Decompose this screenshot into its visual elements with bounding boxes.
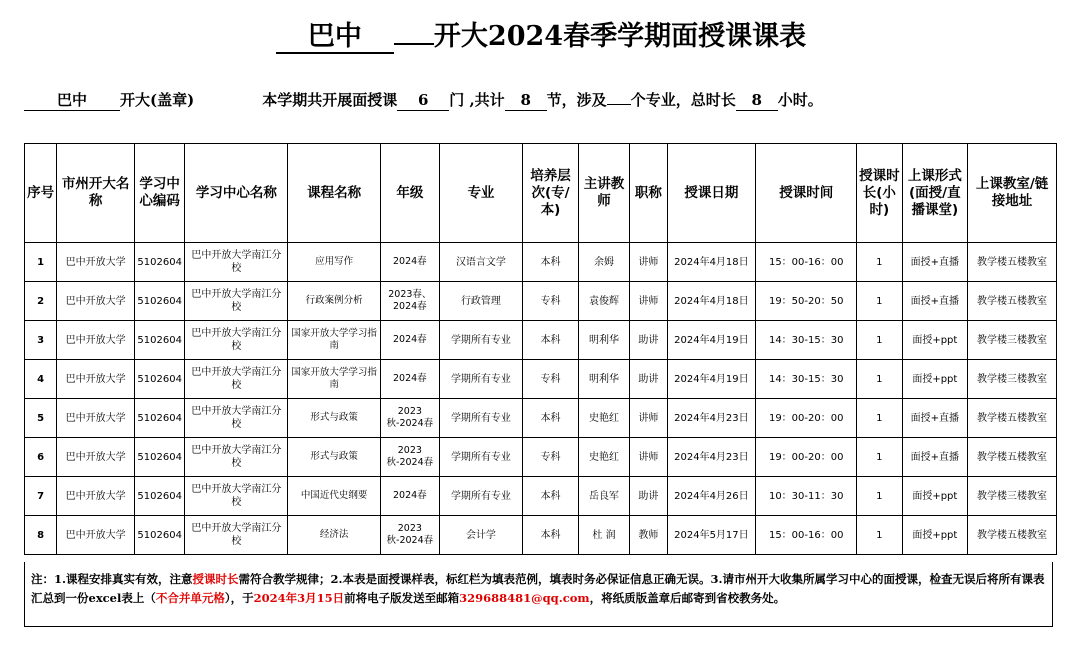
- unit-name-blank: 巴中: [24, 90, 120, 111]
- session-count-blank: 8: [505, 90, 547, 111]
- hours-cell: 1: [857, 243, 902, 282]
- code-cell: 5102604: [134, 360, 184, 399]
- level-cell: 本科: [523, 477, 578, 516]
- major-count-blank: [607, 104, 631, 105]
- col-header: 课程名称: [288, 144, 381, 243]
- form-cell: 面授+ppt: [902, 360, 968, 399]
- major-cell: 汉语言文学: [439, 243, 523, 282]
- major-cell: 学期所有专业: [439, 438, 523, 477]
- center-cell: 巴中开放大学南江分校: [185, 477, 288, 516]
- col-header: 年级: [381, 144, 440, 243]
- seq-cell: 4: [25, 360, 57, 399]
- city-cell: 巴中开放大学: [57, 321, 135, 360]
- room-cell: 教学楼三楼教室: [968, 321, 1057, 360]
- grade-cell: 2024春: [381, 321, 440, 360]
- col-header: 专业: [439, 144, 523, 243]
- course-cell: 国家开放大学学习指南: [288, 360, 381, 399]
- col-header: 上课形式(面授/直播课堂): [902, 144, 968, 243]
- form-cell: 面授+ppt: [902, 477, 968, 516]
- schedule-table: [24, 143, 1057, 555]
- summary-text-5: 小时。: [777, 91, 823, 109]
- time-cell: 15：00-16：00: [756, 516, 857, 555]
- form-cell: 面授+直播: [902, 399, 968, 438]
- grade-cell: 2023秋-2024春: [381, 399, 440, 438]
- hours-cell: 1: [857, 399, 902, 438]
- time-cell: 19：00-20：00: [756, 399, 857, 438]
- rank-cell: 助讲: [630, 360, 667, 399]
- rank-cell: 讲师: [630, 399, 667, 438]
- title-city-blank: 巴中: [276, 22, 394, 54]
- col-header: 授课时间: [756, 144, 857, 243]
- note-highlight: 不合并单元格: [155, 591, 225, 605]
- room-cell: 教学楼五楼教室: [968, 282, 1057, 321]
- hours-cell: 1: [857, 282, 902, 321]
- form-cell: 面授+直播: [902, 282, 968, 321]
- rank-cell: 助讲: [630, 321, 667, 360]
- col-header: 培养层次(专/本): [523, 144, 578, 243]
- col-header: 主讲教师: [578, 144, 629, 243]
- note-text: ），于: [224, 591, 254, 605]
- col-header: 序号: [25, 144, 57, 243]
- time-cell: 15：00-16：00: [756, 243, 857, 282]
- hours-cell: 1: [857, 360, 902, 399]
- major-cell: 会计学: [439, 516, 523, 555]
- center-cell: 巴中开放大学南江分校: [185, 282, 288, 321]
- level-cell: 本科: [523, 321, 578, 360]
- total-hours-blank: 8: [736, 90, 778, 111]
- center-cell: 巴中开放大学南江分校: [185, 360, 288, 399]
- table-row: [25, 477, 1057, 516]
- teacher-cell: 余姆: [578, 243, 629, 282]
- code-cell: 5102604: [134, 438, 184, 477]
- center-cell: 巴中开放大学南江分校: [185, 243, 288, 282]
- city-cell: 巴中开放大学: [57, 477, 135, 516]
- course-cell: 国家开放大学学习指南: [288, 321, 381, 360]
- center-cell: 巴中开放大学南江分校: [185, 321, 288, 360]
- hours-cell: 1: [857, 477, 902, 516]
- city-cell: 巴中开放大学: [57, 243, 135, 282]
- course-cell: 中国近代史纲要: [288, 477, 381, 516]
- teacher-cell: 史艳红: [578, 438, 629, 477]
- teacher-cell: 明利华: [578, 321, 629, 360]
- time-cell: 14：30-15：30: [756, 321, 857, 360]
- grade-cell: 2024春: [381, 477, 440, 516]
- summary-text-1: 本学期共开展面授课: [262, 91, 398, 109]
- seq-cell: 7: [25, 477, 57, 516]
- date-cell: 2024年4月23日: [667, 438, 756, 477]
- level-cell: 本科: [523, 243, 578, 282]
- form-cell: 面授+直播: [902, 243, 968, 282]
- room-cell: 教学楼五楼教室: [968, 243, 1057, 282]
- seq-cell: 1: [25, 243, 57, 282]
- teacher-cell: 杜 润: [578, 516, 629, 555]
- city-cell: 巴中开放大学: [57, 516, 135, 555]
- table-row: [25, 360, 1057, 399]
- course-cell: 应用写作: [288, 243, 381, 282]
- form-cell: 面授+ppt: [902, 516, 968, 555]
- room-cell: 教学楼五楼教室: [968, 399, 1057, 438]
- date-cell: 2024年4月23日: [667, 399, 756, 438]
- table-body: [25, 243, 1057, 555]
- city-cell: 巴中开放大学: [57, 399, 135, 438]
- course-count-blank: 6: [397, 90, 449, 111]
- summary-text-2: 门 ,共计: [449, 91, 505, 109]
- table-row: [25, 282, 1057, 321]
- major-cell: 学期所有专业: [439, 399, 523, 438]
- level-cell: 专科: [523, 360, 578, 399]
- teacher-cell: 袁俊辉: [578, 282, 629, 321]
- form-cell: 面授+ppt: [902, 321, 968, 360]
- teacher-cell: 明利华: [578, 360, 629, 399]
- note-text: ，将纸质版盖章后邮寄到省校教务处。: [589, 591, 786, 605]
- center-cell: 巴中开放大学南江分校: [185, 399, 288, 438]
- seq-cell: 6: [25, 438, 57, 477]
- page-title: [0, 14, 1082, 54]
- course-cell: 经济法: [288, 516, 381, 555]
- major-cell: 学期所有专业: [439, 477, 523, 516]
- note-text: 需符合教学规律；2.本表是面授课样表，标红栏为填表范例，填表时务必保证信息正确无误。3.请市州开大收集所属学习中心的面授课，检查无误后将所有课表汇总到一份excel表上（: [31, 572, 1045, 605]
- summary-line: [24, 90, 1064, 111]
- code-cell: 5102604: [134, 477, 184, 516]
- center-cell: 巴中开放大学南江分校: [185, 438, 288, 477]
- level-cell: 本科: [523, 516, 578, 555]
- city-cell: 巴中开放大学: [57, 438, 135, 477]
- summary-text-4: 个专业，总时长: [630, 91, 736, 109]
- hours-cell: 1: [857, 321, 902, 360]
- rank-cell: 教师: [630, 516, 667, 555]
- hours-cell: 1: [857, 438, 902, 477]
- time-cell: 10：30-11：30: [756, 477, 857, 516]
- form-cell: 面授+直播: [902, 438, 968, 477]
- summary-text-3: 节，涉及: [546, 91, 607, 109]
- col-header: 市州开大名称: [57, 144, 135, 243]
- unit-suffix: 开大(盖章): [120, 91, 195, 109]
- col-header: 授课时长(小时): [857, 144, 902, 243]
- note-highlight: 329688481@qq.com: [459, 591, 590, 605]
- note-text: 前将电子版发送至邮箱: [344, 591, 460, 605]
- room-cell: 教学楼三楼教室: [968, 477, 1057, 516]
- grade-cell: 2023春、2024春: [381, 282, 440, 321]
- rank-cell: 助讲: [630, 477, 667, 516]
- time-cell: 19：50-20：50: [756, 282, 857, 321]
- grade-cell: 2024春: [381, 243, 440, 282]
- date-cell: 2024年4月18日: [667, 282, 756, 321]
- teacher-cell: 岳良军: [578, 477, 629, 516]
- code-cell: 5102604: [134, 516, 184, 555]
- rank-cell: 讲师: [630, 282, 667, 321]
- col-header: 授课日期: [667, 144, 756, 243]
- table-row: [25, 438, 1057, 477]
- table-row: [25, 516, 1057, 555]
- code-cell: 5102604: [134, 321, 184, 360]
- level-cell: 本科: [523, 399, 578, 438]
- major-cell: 学期所有专业: [439, 360, 523, 399]
- table-header-row: [25, 144, 1057, 243]
- table-row: [25, 399, 1057, 438]
- seq-cell: 8: [25, 516, 57, 555]
- date-cell: 2024年4月18日: [667, 243, 756, 282]
- col-header: 职称: [630, 144, 667, 243]
- time-cell: 19：00-20：00: [756, 438, 857, 477]
- time-cell: 14：30-15：30: [756, 360, 857, 399]
- seq-cell: 3: [25, 321, 57, 360]
- room-cell: 教学楼五楼教室: [968, 516, 1057, 555]
- grade-cell: 2024春: [381, 360, 440, 399]
- major-cell: 学期所有专业: [439, 321, 523, 360]
- code-cell: 5102604: [134, 243, 184, 282]
- date-cell: 2024年5月17日: [667, 516, 756, 555]
- table-row: [25, 321, 1057, 360]
- center-cell: 巴中开放大学南江分校: [185, 516, 288, 555]
- course-cell: 形式与政策: [288, 438, 381, 477]
- level-cell: 专科: [523, 438, 578, 477]
- footnote: [24, 562, 1053, 627]
- grade-cell: 2023秋-2024春: [381, 438, 440, 477]
- rank-cell: 讲师: [630, 243, 667, 282]
- note-highlight: 2024年3月15日: [253, 591, 345, 605]
- col-header: 学习中心编码: [134, 144, 184, 243]
- code-cell: 5102604: [134, 282, 184, 321]
- seq-cell: 2: [25, 282, 57, 321]
- city-cell: 巴中开放大学: [57, 360, 135, 399]
- date-cell: 2024年4月26日: [667, 477, 756, 516]
- seq-cell: 5: [25, 399, 57, 438]
- date-cell: 2024年4月19日: [667, 360, 756, 399]
- title-underline-gap: [394, 43, 434, 45]
- course-cell: 形式与政策: [288, 399, 381, 438]
- hours-cell: 1: [857, 516, 902, 555]
- city-cell: 巴中开放大学: [57, 282, 135, 321]
- teacher-cell: 史艳红: [578, 399, 629, 438]
- note-highlight: 授课时长: [192, 572, 239, 586]
- course-cell: 行政案例分析: [288, 282, 381, 321]
- major-cell: 行政管理: [439, 282, 523, 321]
- grade-cell: 2023秋-2024春: [381, 516, 440, 555]
- note-text: 注：1.课程安排真实有效，注意: [31, 572, 193, 586]
- code-cell: 5102604: [134, 399, 184, 438]
- rank-cell: 讲师: [630, 438, 667, 477]
- table-row: [25, 243, 1057, 282]
- title-text: 开大2024春季学期面授课课表: [433, 21, 807, 52]
- col-header: 学习中心名称: [185, 144, 288, 243]
- date-cell: 2024年4月19日: [667, 321, 756, 360]
- room-cell: 教学楼五楼教室: [968, 438, 1057, 477]
- level-cell: 专科: [523, 282, 578, 321]
- room-cell: 教学楼三楼教室: [968, 360, 1057, 399]
- col-header: 上课教室/链接地址: [968, 144, 1057, 243]
